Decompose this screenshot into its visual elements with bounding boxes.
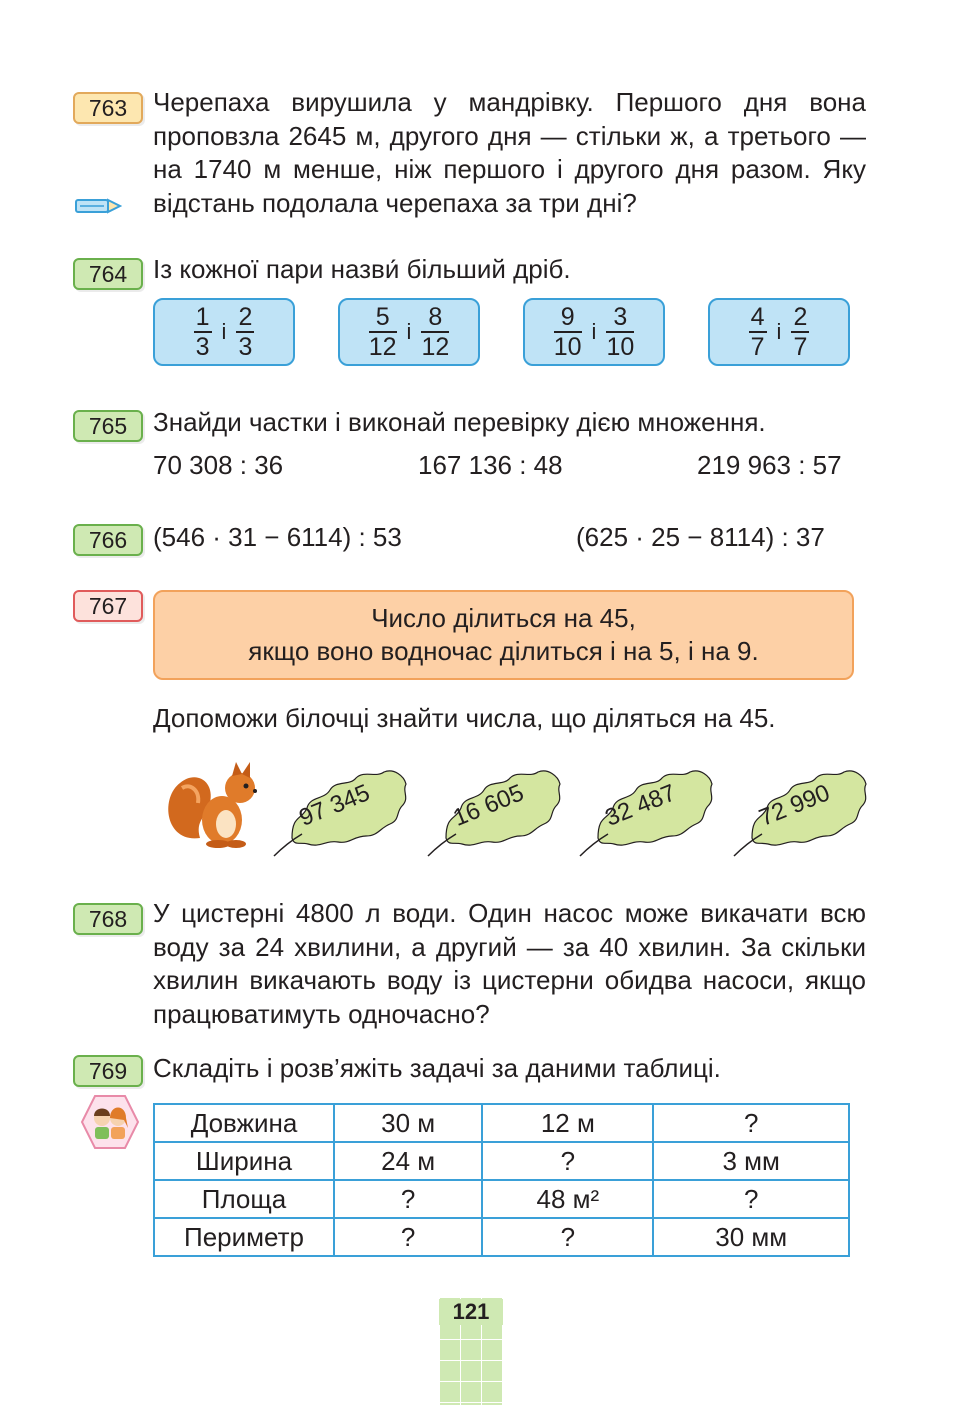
expression-item-2: (625 · 25 − 8114) : 37 xyxy=(576,522,825,552)
exercise-764-text: Із кожної пари назви́ більший дріб. xyxy=(153,254,571,284)
rule-line-2: якщо воно водночас ділиться і на 5, і на 9. xyxy=(248,636,759,666)
leaf-number: 72 990 xyxy=(755,779,834,832)
table-cell: 30 мм xyxy=(653,1218,849,1256)
exercise-number-764: 764 xyxy=(73,258,143,290)
table-row xyxy=(154,1142,849,1180)
numerator: 5 xyxy=(375,303,390,331)
leaf-number: 97 345 xyxy=(295,779,374,832)
division-item-1: 70 308 : 36 xyxy=(153,450,284,480)
division-item-3: 219 963 : 57 xyxy=(697,450,842,480)
fraction-pair-4 xyxy=(708,298,850,366)
fraction-separator: і xyxy=(221,319,227,344)
table-cell: Довжина xyxy=(154,1104,334,1142)
fraction-pair-3 xyxy=(523,298,665,366)
exercise-number-769: 769 xyxy=(73,1055,143,1087)
oak-leaf-3[interactable] xyxy=(578,760,728,860)
table-cell: Периметр xyxy=(154,1218,334,1256)
exercise-767-text: Допоможи білочці знайти числа, що діляться на 45. xyxy=(153,703,776,733)
denominator: 3 xyxy=(195,333,210,361)
table-cell: ? xyxy=(482,1142,653,1180)
numerator: 9 xyxy=(560,303,575,331)
divisibility-rule-box xyxy=(153,590,854,680)
rule-line-1: Число ділиться на 45, xyxy=(371,603,636,633)
children-pair-icon xyxy=(80,1094,140,1150)
denominator: 10 xyxy=(553,333,582,361)
table-cell: ? xyxy=(653,1104,849,1142)
table-row xyxy=(154,1218,849,1256)
denominator: 7 xyxy=(750,333,765,361)
numerator: 3 xyxy=(613,303,628,331)
numerator: 8 xyxy=(428,303,443,331)
denominator: 10 xyxy=(606,333,635,361)
exercise-number-763: 763 xyxy=(73,92,143,124)
numerator: 2 xyxy=(793,303,808,331)
exercise-number-766: 766 xyxy=(73,524,143,556)
table-cell: Ширина xyxy=(154,1142,334,1180)
fraction-pair-2 xyxy=(338,298,480,366)
exercise-number-767: 767 xyxy=(73,590,143,622)
rectangle-data-table xyxy=(153,1103,850,1257)
table-cell: ? xyxy=(334,1218,482,1256)
fraction-separator: і xyxy=(591,319,597,344)
leaf-number: 32 487 xyxy=(601,779,680,832)
table-cell: 3 мм xyxy=(653,1142,849,1180)
denominator: 3 xyxy=(238,333,253,361)
table-cell: 48 м² xyxy=(482,1180,653,1218)
table-cell: Площа xyxy=(154,1180,334,1218)
numerator: 4 xyxy=(750,303,765,331)
squirrel-icon xyxy=(160,758,268,850)
exercise-number-765: 765 xyxy=(73,410,143,442)
page-number-tab xyxy=(439,1297,503,1405)
table-cell: 30 м xyxy=(334,1104,482,1142)
table-cell: 24 м xyxy=(334,1142,482,1180)
oak-leaf-4[interactable] xyxy=(732,760,882,860)
exercise-768-text: У цистерні 4800 л води. Один насос може викачати всю воду за 24 хвилини, а другий — за 40 хвилин. За скільки хвилин викачають воду із цистерни обидва насоси, якщо працюватимуть одночасно? xyxy=(153,898,866,1029)
fraction-separator: і xyxy=(406,319,412,344)
exercise-763-text: Черепаха вирушила у мандрівку. Першого дня вона проповзла 2645 м, другого дня — стільки ж, а третього — на 1740 м менше, ніж першого і другого дня разом. Яку відстань подолала черепаха за три дні? xyxy=(153,87,866,218)
numerator: 2 xyxy=(238,303,253,331)
exercise-765-text: Знайди частки і виконай перевірку дією множення. xyxy=(153,407,766,437)
fraction-pair-1 xyxy=(153,298,295,366)
fraction-separator: і xyxy=(776,319,782,344)
table-row xyxy=(154,1180,849,1218)
oak-leaf-1[interactable] xyxy=(272,760,422,860)
table-cell: ? xyxy=(334,1180,482,1218)
division-item-2: 167 136 : 48 xyxy=(418,450,563,480)
oak-leaf-2[interactable] xyxy=(426,760,576,860)
pencil-icon xyxy=(74,196,122,216)
exercise-769-text: Складіть і розв’яжіть задачі за даними таблиці. xyxy=(153,1053,721,1083)
denominator: 12 xyxy=(421,333,450,361)
expression-item-1: (546 · 31 − 6114) : 53 xyxy=(153,522,402,552)
exercise-number-768: 768 xyxy=(73,903,143,935)
leaf-number: 16 605 xyxy=(449,779,528,832)
table-row xyxy=(154,1104,849,1142)
table-cell: ? xyxy=(482,1218,653,1256)
table-cell: 12 м xyxy=(482,1104,653,1142)
denominator: 7 xyxy=(793,333,808,361)
numerator: 1 xyxy=(195,303,210,331)
page-number: 121 xyxy=(439,1299,503,1325)
table-cell: ? xyxy=(653,1180,849,1218)
denominator: 12 xyxy=(368,333,397,361)
